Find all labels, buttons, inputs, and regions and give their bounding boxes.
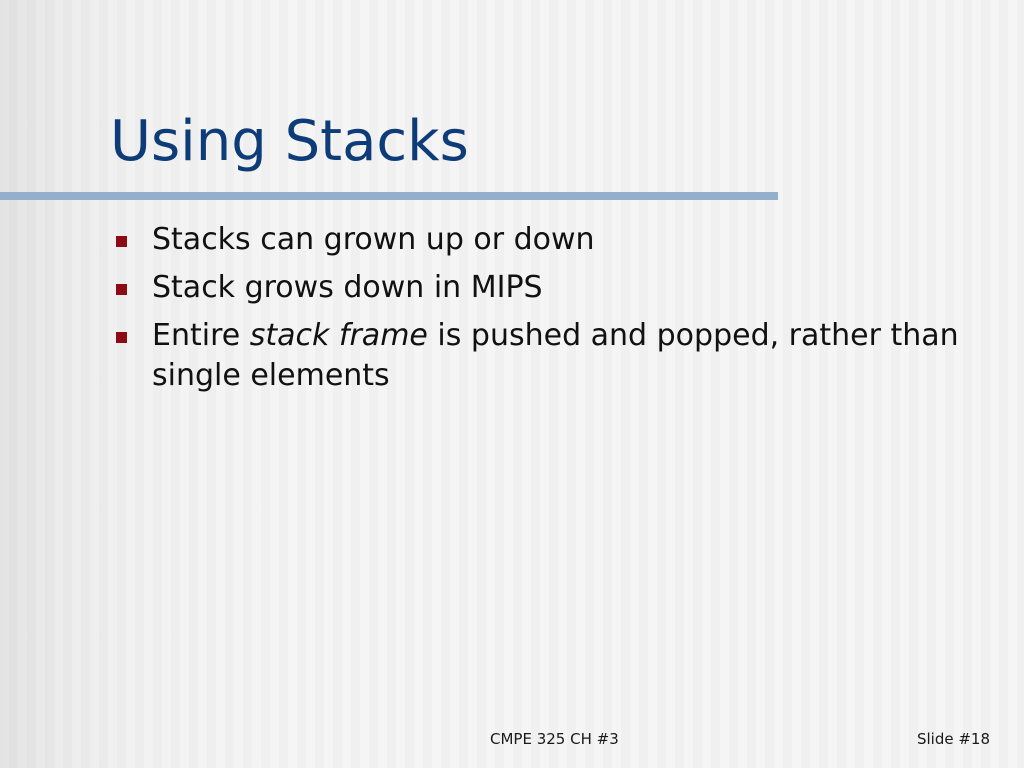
bullet-emphasis: stack frame <box>249 318 428 353</box>
bullet-text-after: is pushed and popped, rather than single elements <box>152 318 959 393</box>
bullet-text-before: Entire <box>152 318 250 353</box>
bullet-text: Stacks can grown up or down <box>152 222 595 257</box>
square-bullet-icon <box>116 236 127 247</box>
slide-title: Using Stacks <box>110 109 469 174</box>
bullet-item <box>112 220 1002 260</box>
footer-slide-number: Slide #18 <box>916 730 990 748</box>
square-bullet-icon <box>116 284 127 295</box>
bullet-item <box>112 316 1002 396</box>
title-underline <box>0 192 778 200</box>
bullet-list <box>112 220 1002 404</box>
bullet-item <box>112 268 1002 308</box>
bullet-text: Stack grows down in MIPS <box>152 270 543 305</box>
square-bullet-icon <box>116 332 127 343</box>
footer-course: CMPE 325 CH #3 <box>490 730 619 748</box>
